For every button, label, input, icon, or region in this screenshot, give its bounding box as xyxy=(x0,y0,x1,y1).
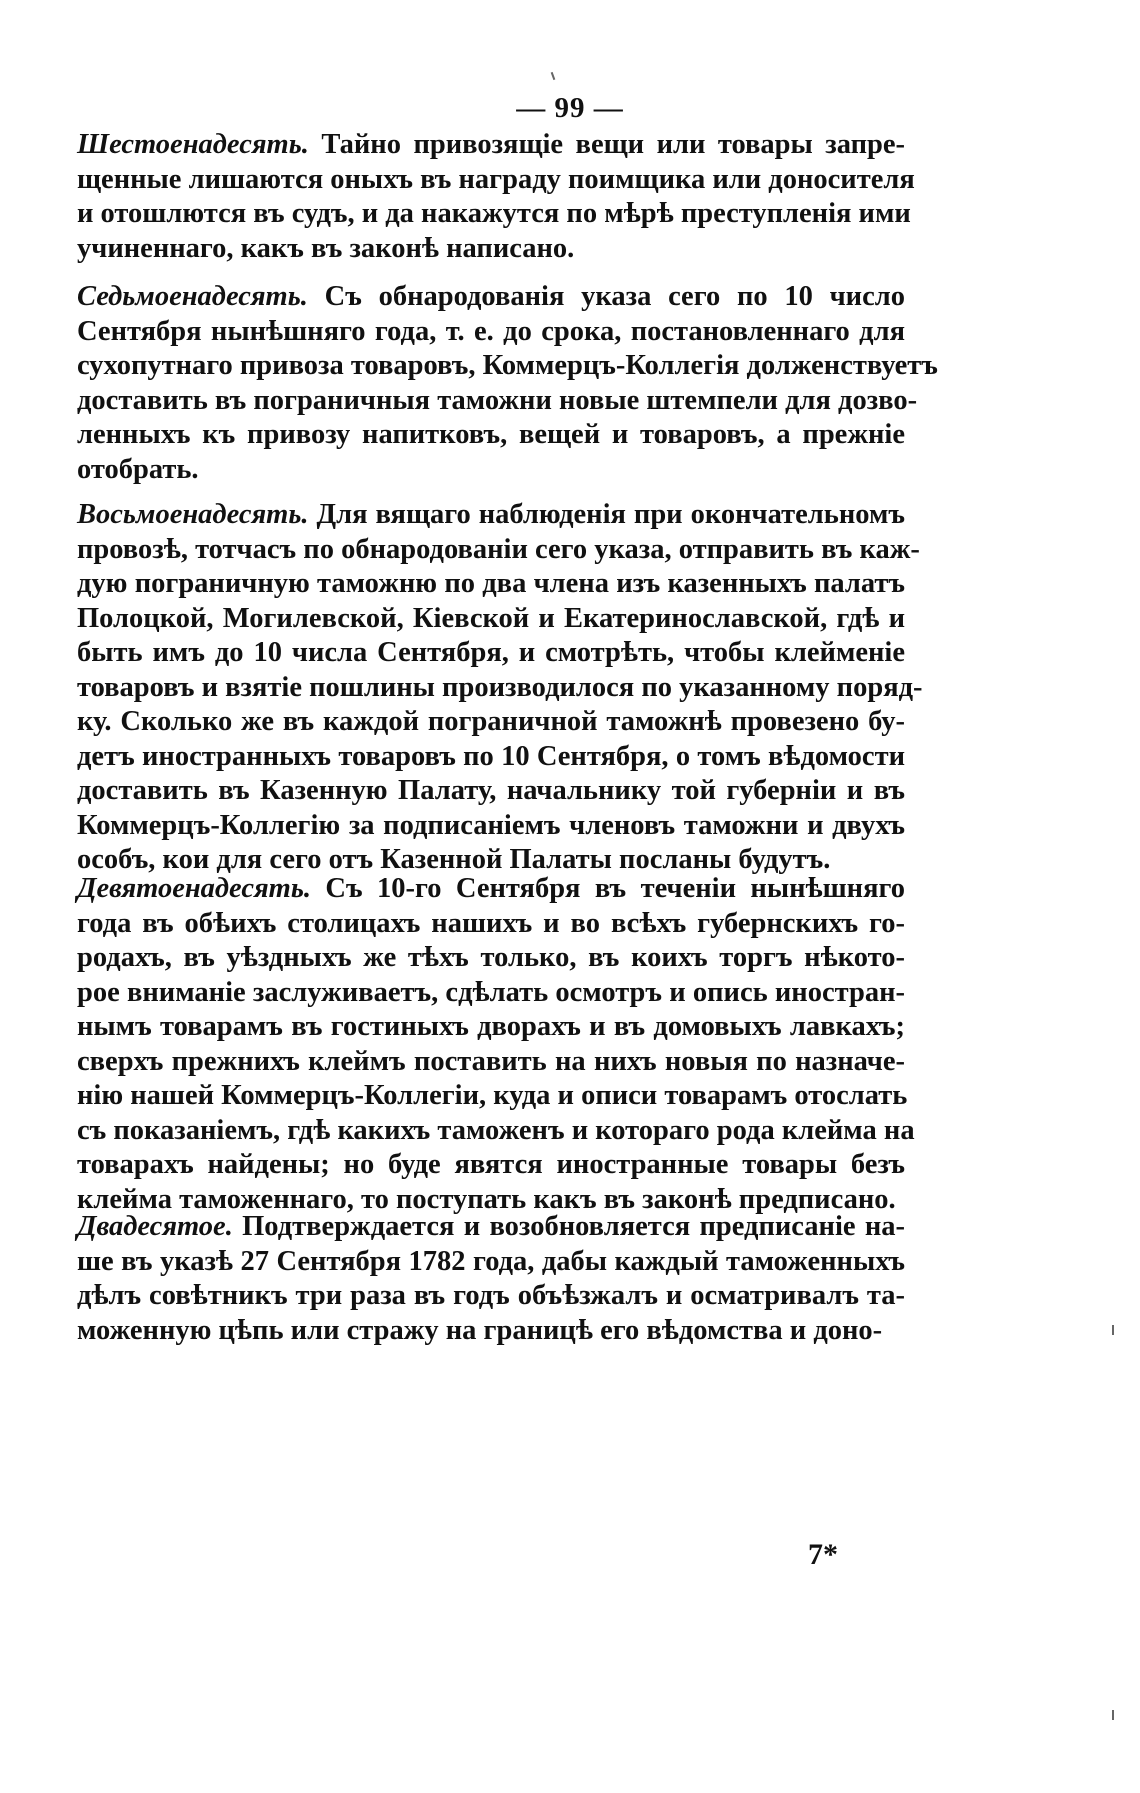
text-line xyxy=(77,602,905,637)
line-text: моженную цѣпь или стражу на границѣ его вѣдомства и доно- xyxy=(77,1314,883,1346)
text-line xyxy=(77,1045,905,1080)
text-line xyxy=(77,872,905,907)
text-line xyxy=(77,418,905,453)
text-line xyxy=(77,280,905,315)
line-text: провозѣ, тотчасъ по обнародованіи сего указа, отправить въ каж- xyxy=(77,533,920,565)
line-text: доставить въ Казенную Палату, начальнику той губерніи и въ xyxy=(77,775,905,806)
line-text: рое вниманіе заслуживаетъ, сдѣлать осмотръ и опись иностран- xyxy=(77,976,905,1008)
text-line xyxy=(77,384,918,419)
text-line xyxy=(77,636,905,671)
text-line xyxy=(77,349,938,384)
line-text: Сентября нынѣшняго года, т. е. до срока, постановленнаго для xyxy=(77,315,905,347)
line-text: доставить въ пограничныя таможни новые штемпели для дозво- xyxy=(77,384,918,416)
paragraph-article-17 xyxy=(77,280,938,487)
scan-speck xyxy=(1112,1710,1114,1720)
text-line xyxy=(77,1245,905,1280)
line-text: дую пограничную таможню по два члена изъ казенныхъ палатъ xyxy=(77,568,905,599)
text-line xyxy=(77,128,905,163)
text-line xyxy=(77,315,905,350)
text-line xyxy=(77,498,905,533)
line-text: товарахъ найдены; но буде явятся иностранные товары безъ xyxy=(77,1149,905,1180)
signature-mark: 7* xyxy=(808,1538,838,1571)
text-line xyxy=(77,1114,915,1149)
line-text: клейма таможеннаго, то поступать какъ въ законѣ предписано. xyxy=(77,1183,896,1215)
line-text: сверхъ прежнихъ клеймъ поставить на нихъ новыя по назначе- xyxy=(77,1045,905,1077)
scan-speck xyxy=(551,72,556,80)
line-text: Подтверждается и возобновляется предписаніе на- xyxy=(232,1211,905,1242)
text-line xyxy=(77,1279,905,1314)
line-text: особъ, кои для сего отъ Казенной Палаты посланы будутъ. xyxy=(77,844,831,875)
text-line xyxy=(77,705,905,740)
article-heading: Девятоенадесять. xyxy=(77,873,311,904)
text-line xyxy=(77,1314,905,1349)
line-text: Съ обнародованія указа сего по 10 число xyxy=(307,281,905,312)
line-text: нію нашей Коммерцъ-Коллегіи, куда и описи товарамъ отослать xyxy=(77,1080,908,1111)
paragraph-article-18 xyxy=(77,498,923,878)
text-line xyxy=(77,1210,905,1245)
text-line xyxy=(77,1079,908,1114)
line-text: дѣлъ совѣтникъ три раза въ годъ объѣзжалъ и осматривалъ та- xyxy=(77,1280,905,1311)
text-line xyxy=(77,232,905,267)
text-line xyxy=(77,774,905,809)
text-line xyxy=(77,941,905,976)
line-text: детъ иностранныхъ товаровъ по 10 Сентября, о томъ вѣдомости xyxy=(77,740,905,772)
line-text: Съ 10-го Сентября въ теченіи нынѣшняго xyxy=(310,873,905,904)
page-number: — 99 — xyxy=(516,92,624,124)
line-text: ку. Сколько же въ каждой пограничной таможнѣ провезено бу- xyxy=(77,706,905,737)
paragraph-article-20 xyxy=(77,1210,905,1348)
article-heading: Двадесятое. xyxy=(77,1211,233,1242)
text-line xyxy=(77,1148,905,1183)
line-text: отобрать. xyxy=(77,453,199,485)
text-line xyxy=(77,453,905,488)
article-heading: Восьмоенадесять. xyxy=(77,499,309,530)
line-text: быть имъ до 10 числа Сентября, и смотрѣть, чтобы клейменіе xyxy=(77,637,905,668)
line-text: товаровъ и взятіе пошлины производилося по указанному поряд- xyxy=(77,671,923,703)
line-text: Для вящаго наблюденія при окончательномъ xyxy=(308,499,905,530)
text-line xyxy=(77,740,905,775)
text-line xyxy=(77,197,911,232)
text-line xyxy=(77,1010,905,1045)
line-text: ше въ указѣ 27 Сентября 1782 года, дабы каждый таможенныхъ xyxy=(77,1245,905,1277)
line-text: года въ обѣихъ столицахъ нашихъ и во всѣхъ губернскихъ го- xyxy=(77,907,905,939)
text-line xyxy=(77,976,905,1011)
article-heading: Шестоенадесять. xyxy=(77,129,309,160)
text-line xyxy=(77,907,905,942)
line-text: нымъ товарамъ въ гостиныхъ дворахъ и въ домовыхъ лавкахъ; xyxy=(77,1011,905,1042)
text-line xyxy=(77,671,923,706)
line-text: сухопутнаго привоза товаровъ, Коммерцъ-Коллегія долженствуетъ xyxy=(77,350,938,381)
line-text: Коммерцъ-Коллегію за подписаніемъ членовъ таможни и двухъ xyxy=(77,809,905,841)
text-line xyxy=(77,533,920,568)
line-text: родахъ, въ уѣздныхъ же тѣхъ только, въ коихъ торгъ нѣкото- xyxy=(77,942,905,973)
paragraph-article-16 xyxy=(77,128,915,266)
line-text: съ показаніемъ, гдѣ какихъ таможенъ и котораго рода клейма на xyxy=(77,1114,915,1146)
text-line xyxy=(77,809,905,844)
line-text: Тайно привозящіе вещи или товары запре- xyxy=(308,129,905,160)
line-text: и отошлются въ судъ, и да накажутся по мѣрѣ преступленія ими xyxy=(77,198,911,229)
line-text: ленныхъ къ привозу напитковъ, вещей и товаровъ, а прежніе xyxy=(77,419,905,450)
paragraph-article-19 xyxy=(77,872,915,1217)
text-line xyxy=(77,567,905,602)
line-text: щенные лишаются оныхъ въ награду поимщика или доносителя xyxy=(77,163,915,195)
line-text: учиненнаго, какъ въ законѣ написано. xyxy=(77,232,575,264)
article-heading: Седьмоенадесять. xyxy=(77,281,308,312)
line-text: Полоцкой, Могилевской, Кіевской и Екатеринославской, гдѣ и xyxy=(77,602,905,634)
text-line xyxy=(77,163,915,198)
scan-speck xyxy=(1112,1325,1114,1335)
